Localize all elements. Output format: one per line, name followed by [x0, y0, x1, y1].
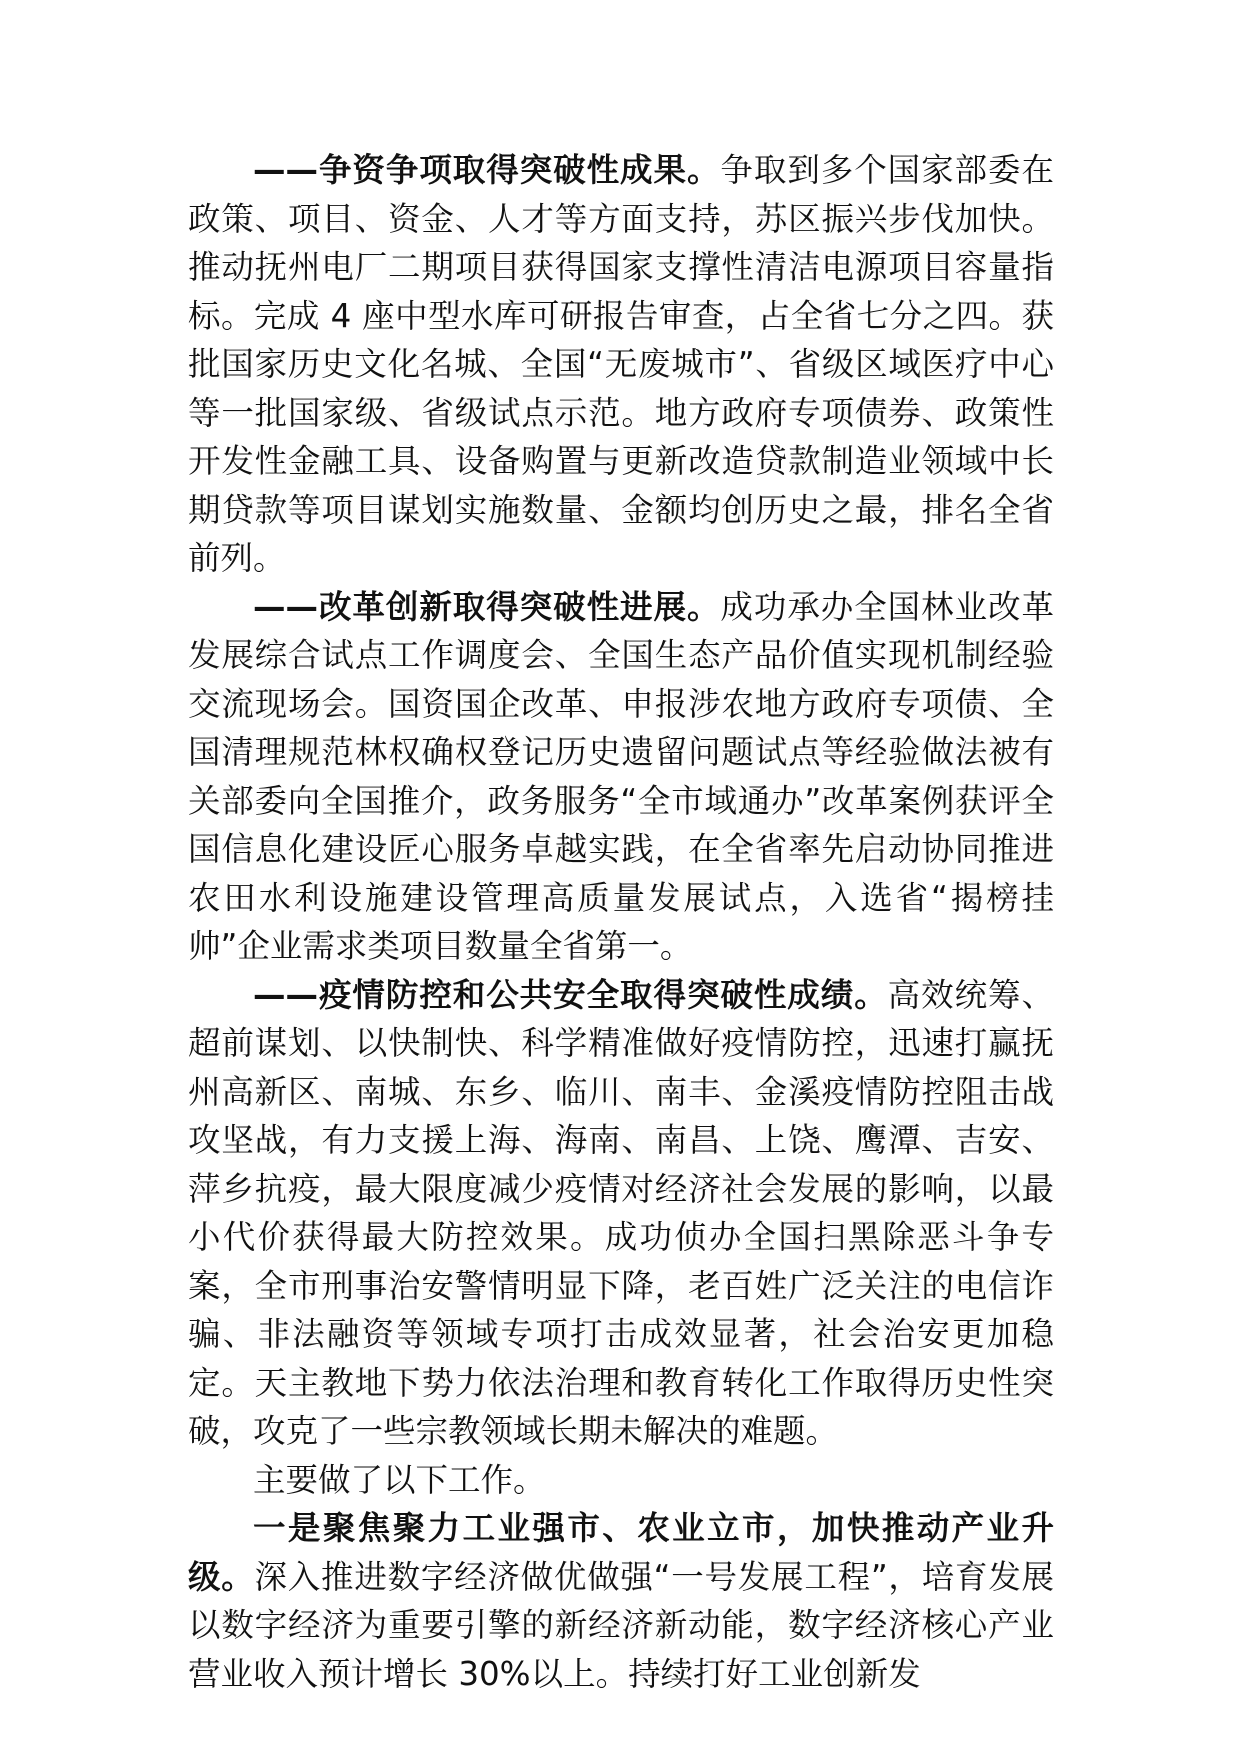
paragraph-body: 深入推进数字经济做优做强“一号发展工程”，培育发展以数字经济为重要引擎的新经济新动能，数字经济核心产业营业收入预计增长 30%以上。持续打好工业创新发	[188, 1557, 1054, 1693]
paragraph-lead: ——争资争项取得突破性成果。	[253, 151, 721, 189]
paragraph-epidemic-public-safety	[188, 971, 1054, 1456]
paragraph-body: 主要做了以下工作。	[253, 1460, 546, 1499]
paragraph-lead: ——改革创新取得突破性进展。	[253, 587, 721, 626]
paragraph-main-work-intro	[188, 1456, 1054, 1505]
paragraph-fundraising-achievements	[188, 146, 1054, 583]
paragraph-industrial-upgrade	[188, 1504, 1054, 1698]
paragraph-lead: ——疫情防控和公共安全取得突破性成绩。	[253, 975, 888, 1014]
paragraph-body: 争取到多个国家部委在政策、项目、资金、人才等方面支持，苏区振兴步伐加快。推动抚州电厂二期项目获得国家支撑性清洁电源项目容量指标。完成 4 座中型水库可研报告审查，占全省七分之四。获批国家历史文化名城、全国“无废城市”、省级区域医疗中心等一批国家级、省级试点示范。地方政府专项债券、政策性开发性金融工具、设备购置与更新改造贷款制造业领域中长期贷款等项目谋划实施数量、金额均创历史之最，排名全省前列。	[188, 151, 1054, 577]
document-page	[188, 146, 1054, 1698]
paragraph-reform-innovation	[188, 583, 1054, 971]
paragraph-body: 高效统筹、超前谋划、以快制快、科学精准做好疫情防控，迅速打赢抚州高新区、南城、东乡、临川、南丰、金溪疫情防控阻击战攻坚战，有力支援上海、海南、南昌、上饶、鹰潭、吉安、萍乡抗疫，最大限度减少疫情对经济社会发展的影响，以最小代价获得最大防控效果。成功侦办全国扫黑除恶斗争专案，全市刑事治安警情明显下降，老百姓广泛关注的电信诈骗、非法融资等领域专项打击成效显著，社会治安更加稳定。天主教地下势力依法治理和教育转化工作取得历史性突破，攻克了一些宗教领域长期未解决的难题。	[188, 975, 1054, 1450]
paragraph-body: 成功承办全国林业改革发展综合试点工作调度会、全国生态产品价值实现机制经验交流现场会。国资国企改革、申报涉农地方政府专项债、全国清理规范林权确权登记历史遗留问题试点等经验做法被有关部委向全国推介，政务服务“全市域通办”改革案例获评全国信息化建设匠心服务卓越实践，在全省率先启动协同推进农田水利设施建设管理高质量发展试点，入选省“揭榜挂帅”企业需求类项目数量全省第一。	[188, 587, 1054, 965]
paragraph-lead: 一是聚焦聚力工业强市、农业立市，加快推动产业升级。	[188, 1509, 1054, 1596]
